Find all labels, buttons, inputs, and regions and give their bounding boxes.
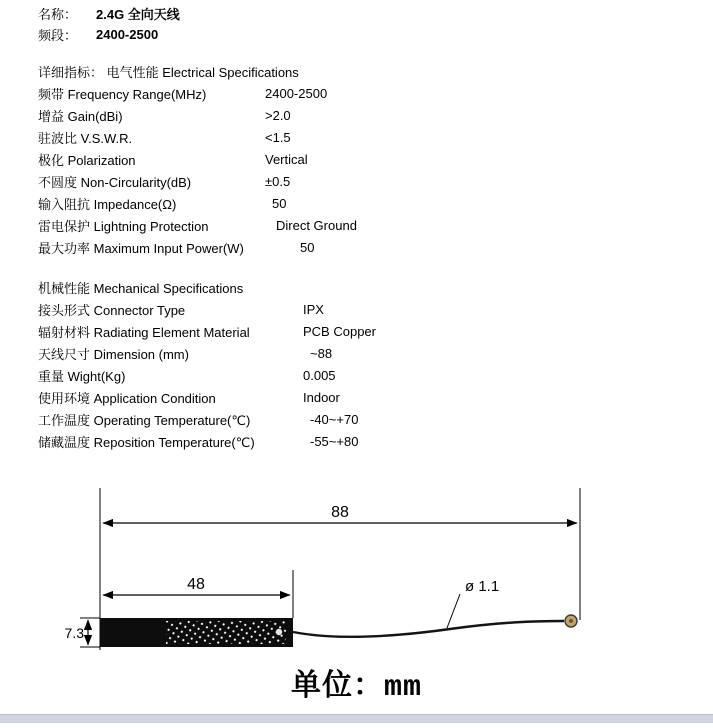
unit-value: mm bbox=[383, 671, 422, 705]
spec-label: 极化 Polarization bbox=[38, 152, 136, 168]
pcb-perforation-pattern bbox=[166, 621, 286, 644]
spec-row-operating-temperature bbox=[38, 408, 376, 430]
spec-value: ~88 bbox=[310, 345, 333, 361]
spec-label: 不圆度 Non-Circularity(dB) bbox=[38, 174, 192, 190]
spec-row-weight bbox=[38, 364, 376, 386]
electrical-specs-section bbox=[38, 60, 357, 258]
spec-label: 工作温度 Operating Temperature(℃) bbox=[38, 412, 251, 428]
antenna-name-row bbox=[38, 4, 180, 22]
name-label: 名称： bbox=[38, 6, 78, 22]
spec-value: -40~+70 bbox=[310, 411, 359, 427]
spec-label: 储藏温度 Reposition Temperature(℃) bbox=[38, 434, 255, 450]
spec-row-vswr bbox=[38, 126, 357, 148]
dimension-text-pcb: 48 bbox=[187, 576, 205, 593]
spec-label: 使用环境 Application Condition bbox=[38, 390, 216, 406]
band-label: 频段： bbox=[38, 27, 78, 43]
cable-diameter-leader bbox=[447, 594, 460, 628]
spec-row-dimension bbox=[38, 342, 376, 364]
spec-label: 最大功率 Maximum Input Power(W) bbox=[38, 240, 244, 256]
ipx-connector-pin bbox=[569, 619, 573, 623]
pcb-feed-point bbox=[276, 629, 282, 635]
spec-label: 接头形式 Connector Type bbox=[38, 302, 186, 318]
spec-label: 重量 Wight(Kg) bbox=[38, 368, 126, 384]
dimension-text-cable-diameter: ø 1.1 bbox=[465, 578, 500, 595]
spec-label: 增益 Gain(dBi) bbox=[38, 108, 123, 124]
spec-label: 频带 Frequency Range(MHz) bbox=[38, 86, 207, 102]
electrical-section-title: 详细指标： 电气性能 Electrical Specifications bbox=[38, 64, 299, 80]
spec-value: <1.5 bbox=[265, 129, 291, 145]
spec-row-connector-type bbox=[38, 298, 376, 320]
spec-row-max-input-power bbox=[38, 236, 357, 258]
dimension-text-overall: 88 bbox=[331, 504, 349, 521]
mechanical-specs-section bbox=[38, 276, 376, 452]
spec-row-frequency-range bbox=[38, 82, 357, 104]
spec-row-non-circularity bbox=[38, 170, 357, 192]
spec-value: 0.005 bbox=[303, 367, 336, 383]
name-value: 2.4G 全向天线 bbox=[96, 6, 180, 22]
coax-cable bbox=[293, 621, 564, 637]
spec-row-application-condition bbox=[38, 386, 376, 408]
spec-value: 2400-2500 bbox=[265, 85, 328, 101]
spec-value: ±0.5 bbox=[265, 173, 291, 189]
spec-label: 辐射材料 Radiating Element Material bbox=[38, 324, 250, 340]
spec-label: 雷电保护 Lightning Protection bbox=[38, 218, 209, 234]
unit-prefix: 单位： bbox=[290, 669, 384, 702]
window-bottom-edge bbox=[0, 714, 713, 723]
mechanical-section-title: 机械性能 Mechanical Specifications bbox=[38, 280, 244, 296]
spec-value: -55~+80 bbox=[310, 433, 359, 449]
spec-value: PCB Copper bbox=[303, 323, 376, 339]
frequency-band-row bbox=[38, 25, 158, 43]
spec-value: Vertical bbox=[265, 151, 308, 167]
spec-row-reposition-temperature bbox=[38, 430, 376, 452]
spec-row-radiating-material bbox=[38, 320, 376, 342]
spec-value: >2.0 bbox=[265, 107, 291, 123]
spec-value: 50 bbox=[300, 239, 315, 255]
spec-value: 50 bbox=[272, 195, 287, 211]
unit-note bbox=[0, 660, 713, 705]
spec-value: Direct Ground bbox=[276, 217, 357, 233]
spec-label: 输入阻抗 Impedance(Ω) bbox=[38, 196, 177, 212]
spec-row-impedance bbox=[38, 192, 357, 214]
spec-row-polarization bbox=[38, 148, 357, 170]
spec-value: IPX bbox=[303, 301, 324, 317]
spec-row-gain bbox=[38, 104, 357, 126]
spec-value: Indoor bbox=[303, 389, 340, 405]
spec-label: 天线尺寸 Dimension (mm) bbox=[38, 346, 189, 362]
spec-row-lightning-protection bbox=[38, 214, 357, 236]
dimension-text-height: 7.3 bbox=[64, 625, 84, 641]
band-value: 2400-2500 bbox=[96, 26, 159, 42]
spec-label: 驻波比 V.S.W.R. bbox=[38, 130, 133, 146]
